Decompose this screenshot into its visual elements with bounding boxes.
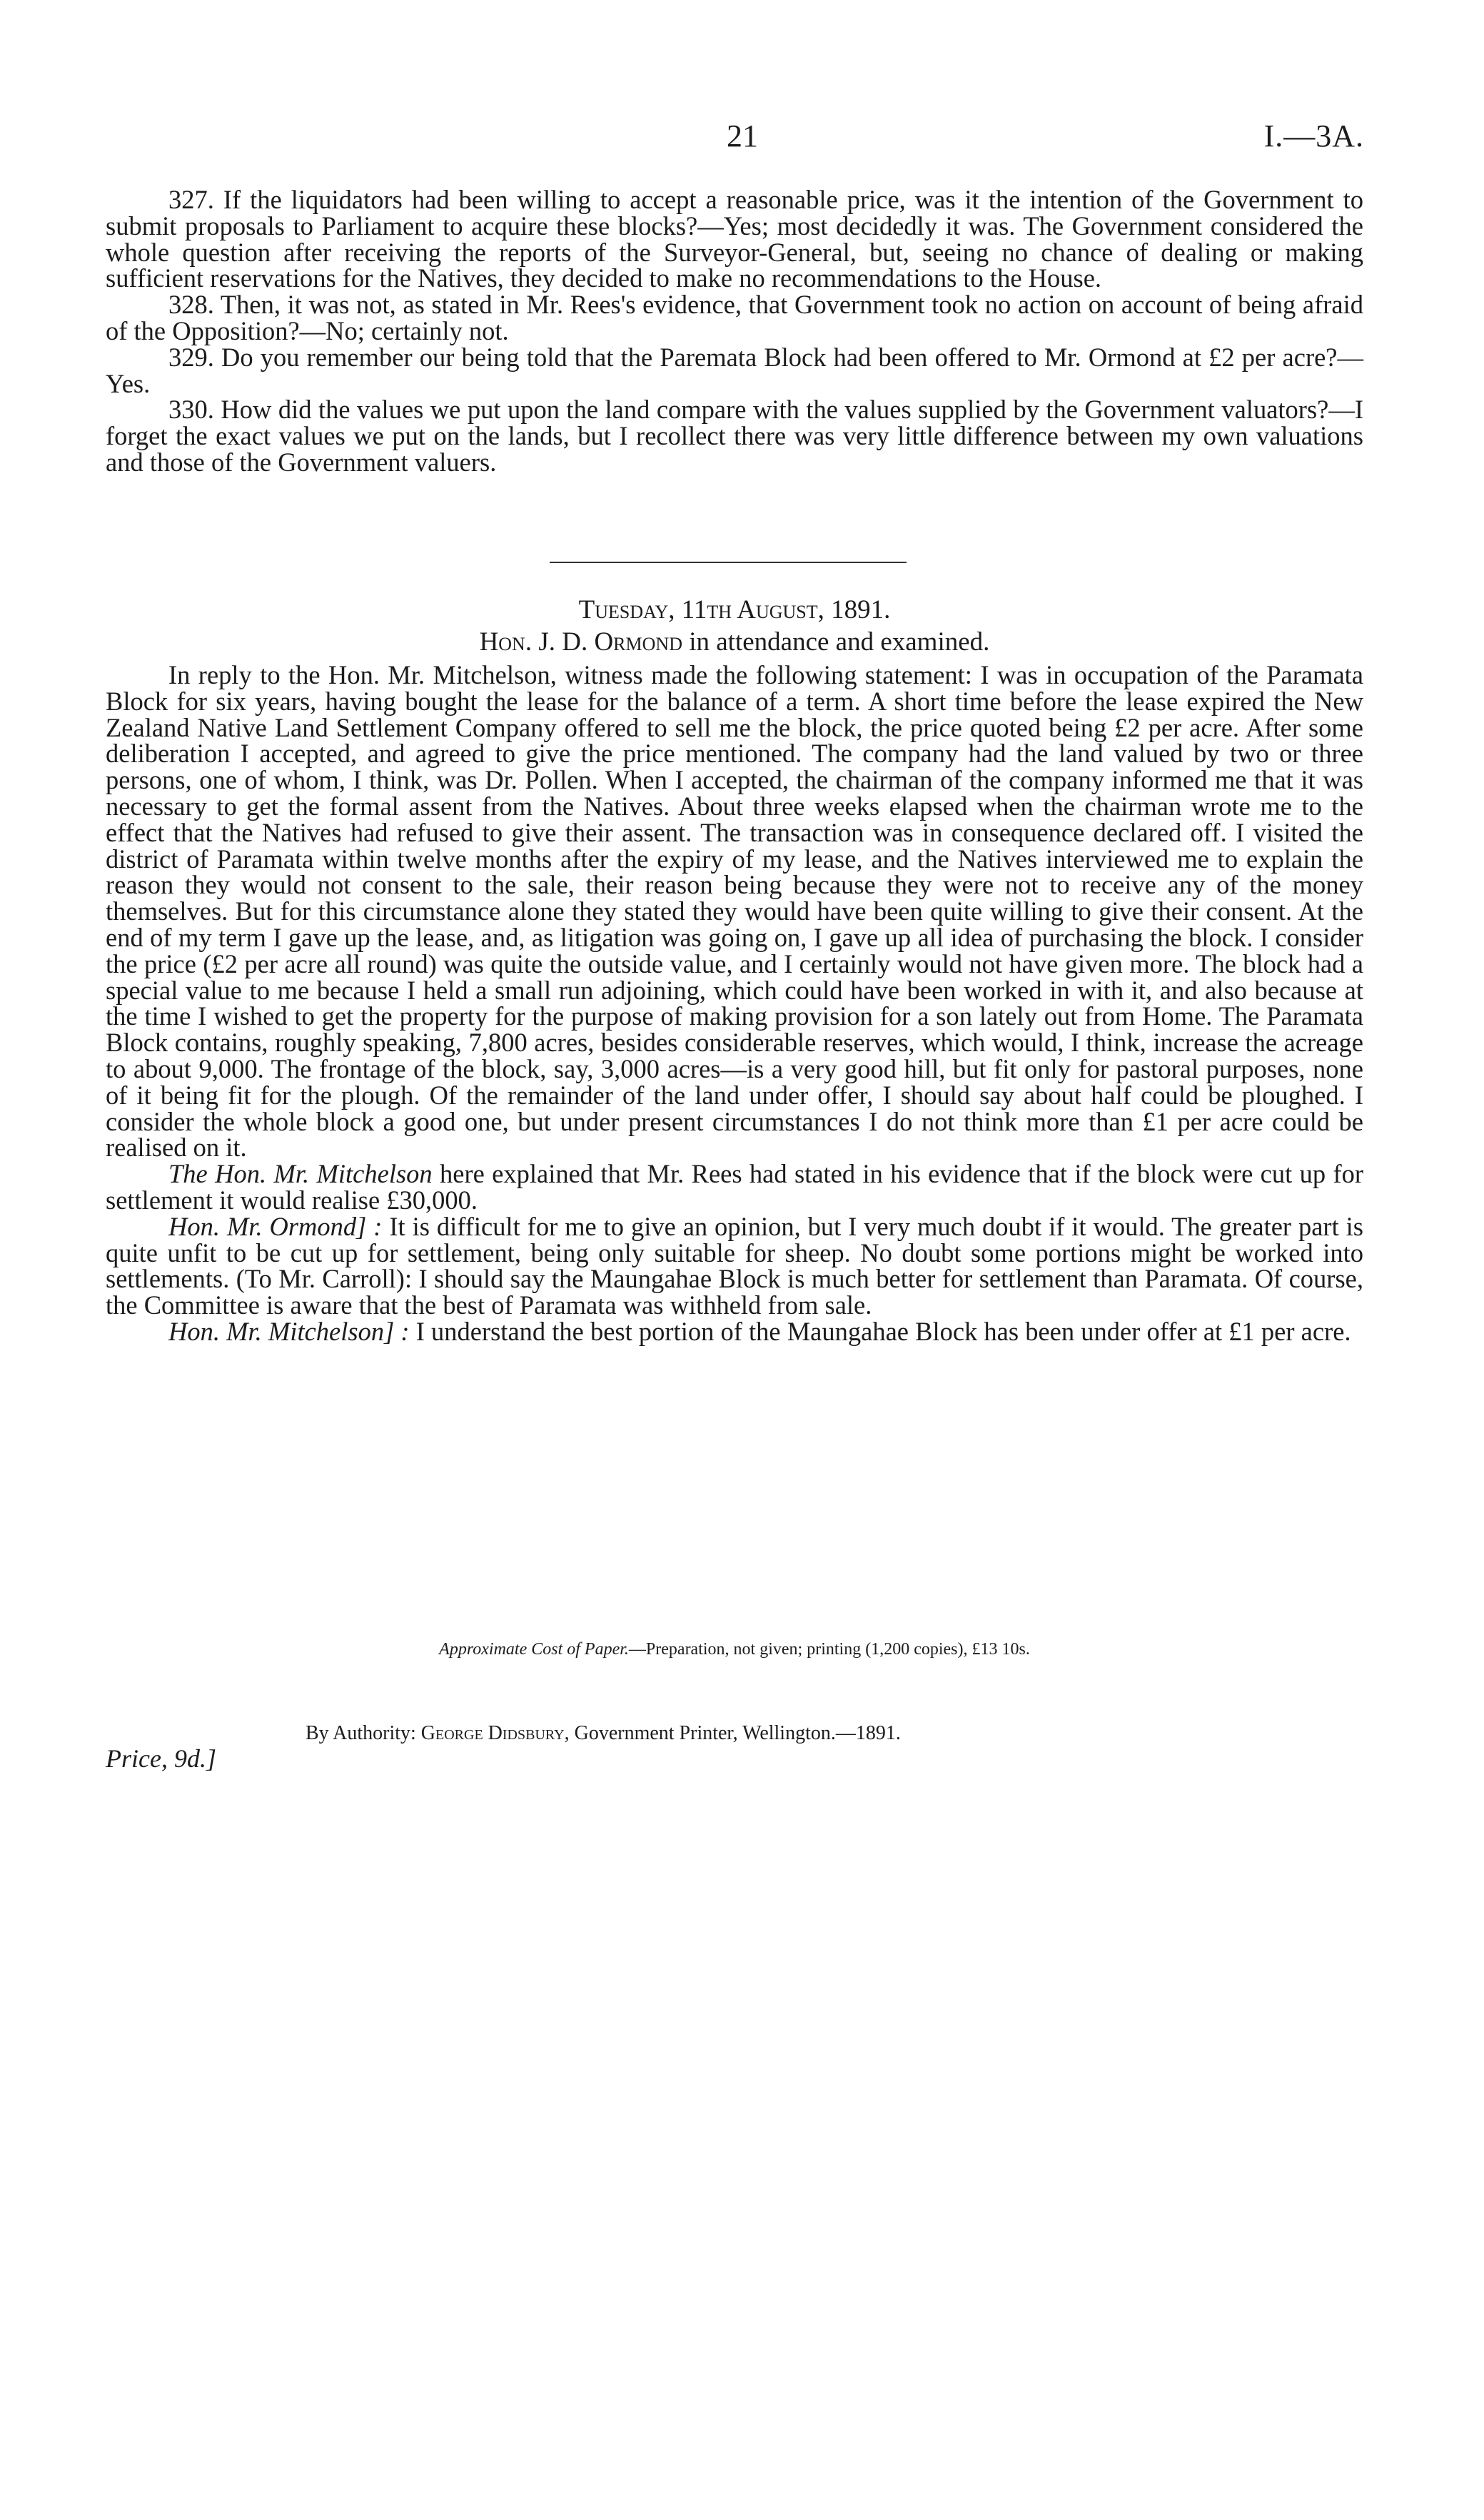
cost-text: —Preparation, not given; printing (1,200 copies), £13 10s. xyxy=(628,1640,1030,1659)
question-330: 330. How did the values we put upon the land compare with the values supplied by the Government valuators?—I forget the exact values we put on the lands, but I recollect there was very little difference between my own valuations and those of the Government valuers. xyxy=(106,395,1363,477)
mitchelson-remark-text: here explained that Mr. Rees had stated in his evidence that if the block were cut up for settlement it would realise £30,000. xyxy=(106,1159,1363,1215)
question-328: 328. Then, it was not, as stated in Mr. Rees's evidence, that Government took no action on account of being afraid of the Opposition?—No; certainly not. xyxy=(106,290,1363,345)
witness-statement: In reply to the Hon. Mr. Mitchelson, witness made the following statement: I was in occupation of the Paramata Block for six years, having bought the lease for the balance of a term. A short time before the lease expired the New Zealand Native Land Settlement Company offered to sell me the block, the price quoted being £2 per acre. After some deliberation I accepted, and agreed to give the price mentioned. The company had the land valued by two or three persons, one of whom, I think, was Dr. Pollen. When I accepted, the chairman of the company informed me that it was necessary to get the formal assent from the Natives. About three weeks elapsed when the chairman wrote me to the effect that the Natives had refused to give their assent. The transaction was in consequence declared off. I visited the district of Paramata within twelve months after the expiry of my lease, and the Natives interviewed me to explain the reason they would not consent to the sale, their reason being because they were not to receive any of the money themselves. But for this circumstance alone they stated they would have been quite willing to give their consent. At the end of my term I gave up the lease, and, as litigation was going on, I gave up all idea of purchasing the block. I consider the price (£2 per acre all round) was quite the outside value, and I certainly would not have given more. The block had a special value to me because I held a small run adjoining, which could have been worked in with it, and also because at the time I wished to get the property for the purpose of making provision for a son lately out from Home. The Paramata Block contains, roughly speaking, 7,800 acres, besides considerable reserves, which would, I think, increase the acreage to about 9,000. The frontage of the block, say, 3,000 acres—is a very good hill, but fit only for pastoral purposes, none of it being fit for the plough. Of the remainder of the land under offer, I should say about half could be ploughed. I consider the whole block a good one, but under present circumstances I do not think more than £1 per acre could be realised on it. xyxy=(106,660,1363,1163)
witness-name: Hon. J. D. Ormond xyxy=(479,627,682,657)
paper-reference: I.—3A. xyxy=(1263,118,1364,153)
authority-prefix: By Authority: xyxy=(306,1722,421,1744)
price-note: Price, 9d.] xyxy=(106,1744,216,1773)
section-divider xyxy=(550,562,907,563)
question-327: 327. If the liquidators had been willing to accept a reasonable price, was it the intention of the Government to submit proposals to Parliament to acquire these blocks?—Yes; most decidedly it was. The Government considered the whole question after receiving the reports of the Surveyor-General, but, seeing no chance of dealing or making sufficient reservations for the Natives, they decided to make no recommendations to the House. xyxy=(106,185,1363,293)
statement-block xyxy=(106,662,1363,1345)
ormond-reply-text: It is difficult for me to give an opinion, but I very much doubt if it would. The greater part is quite unfit to be cut up for settlement, being only suitable for sheep. No doubt some portions might be worked into settlements. (To Mr. Carroll): I should say the Maungahae Block is much better for settlement than Paramata. Of course, the Committee is aware that the best of Paramata was withheld from sale. xyxy=(106,1211,1363,1320)
attendance-text: in attendance and examined. xyxy=(682,627,990,657)
page-number: 21 xyxy=(727,118,758,153)
speaker-mitchelson: The Hon. Mr. Mitchelson xyxy=(168,1159,433,1189)
mitchelson-remark xyxy=(106,1161,1363,1214)
session-date-heading: Tuesday, 11th August, 1891. xyxy=(578,595,891,624)
printer-authority xyxy=(306,1722,901,1745)
questions-block xyxy=(106,187,1363,476)
ormond-reply xyxy=(106,1211,1363,1320)
speaker-ormond: Hon. Mr. Ormond] : xyxy=(168,1211,383,1241)
mitchelson-closing-text: I understand the best portion of the Maungahae Block has been under offer at £1 per acre. xyxy=(409,1316,1351,1346)
cost-label: Approximate Cost of Paper. xyxy=(439,1640,629,1659)
authority-rest: , Government Printer, Wellington.—1891. xyxy=(564,1722,901,1744)
mitchelson-closing xyxy=(106,1316,1363,1346)
attendance-line xyxy=(106,627,1363,657)
speaker-mitchelson-2: Hon. Mr. Mitchelson] : xyxy=(168,1316,410,1346)
printer-name: George Didsbury xyxy=(420,1722,565,1744)
question-329: 329. Do you remember our being told that the Paremata Block had been offered to Mr. Ormond at £2 per acre?—Yes. xyxy=(106,342,1363,398)
cost-of-paper-note xyxy=(106,1640,1363,1659)
